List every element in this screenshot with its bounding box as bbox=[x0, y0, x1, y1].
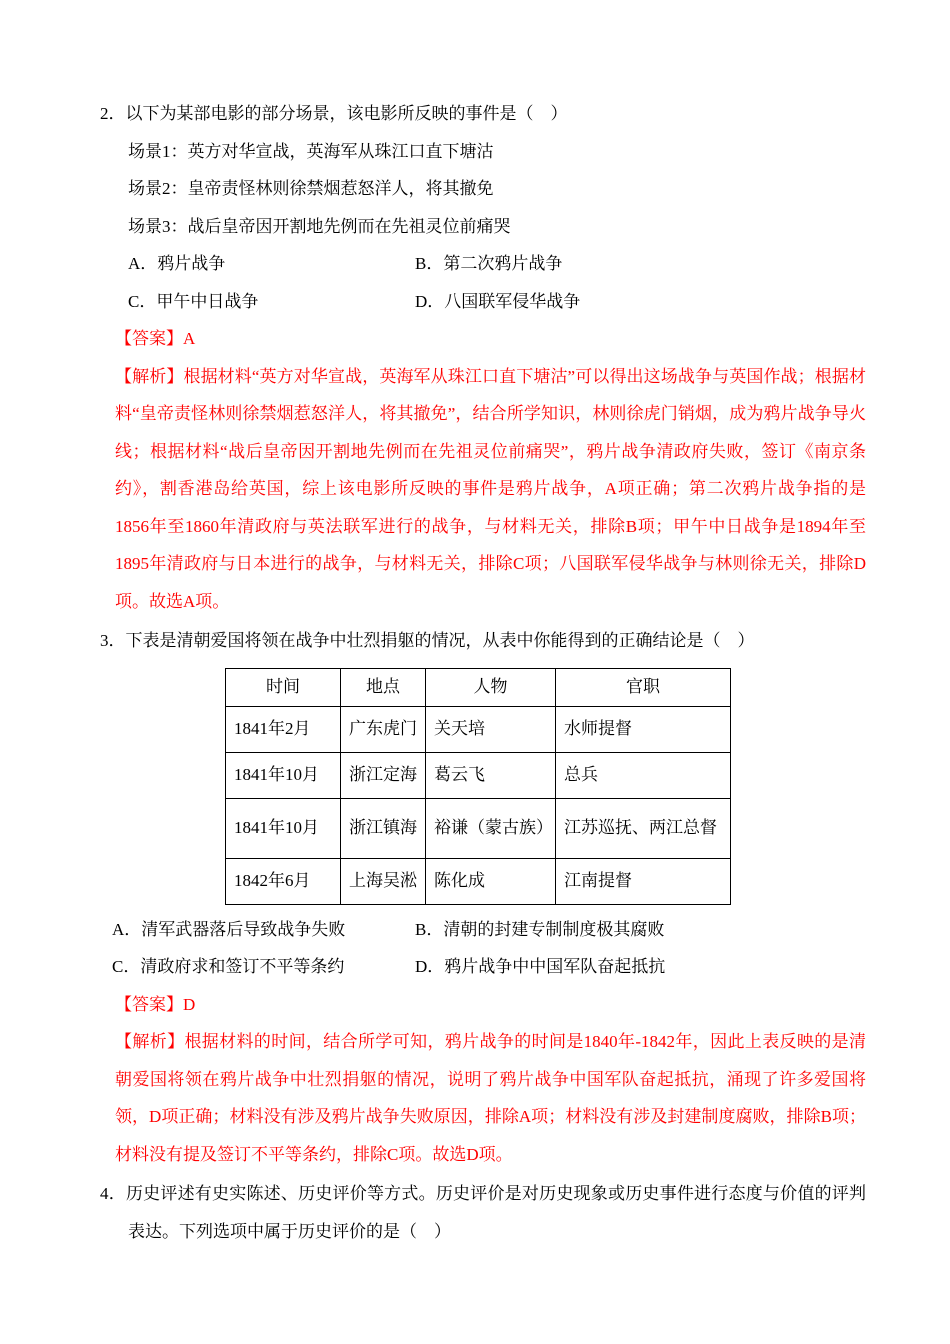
question-3-number: 3． bbox=[100, 631, 126, 650]
question-3-answer-line bbox=[115, 986, 866, 1024]
question-3-option-b: B．清朝的封建专制制度极其腐败 bbox=[415, 919, 665, 939]
question-3-option-c: C．清政府求和签订不平等条约 bbox=[112, 957, 345, 976]
table-cell: 水师提督 bbox=[556, 706, 731, 752]
answer-label: 【答案】 bbox=[115, 994, 183, 1014]
question-3-stem-text: 下表是清朝爱国将领在战争中壮烈捐躯的情况，从表中你能得到的正确结论是（ ） bbox=[125, 631, 755, 650]
table-cell: 浙江定海 bbox=[341, 752, 426, 798]
question-3-answer-value: D bbox=[183, 994, 196, 1014]
table-cell: 上海吴淞 bbox=[341, 858, 426, 904]
question-3-analysis-text: 根据材料的时间，结合所学可知，鸦片战争的时间是1840年-1842年，因此上表反映的是清朝爱国将领在鸦片战争中壮烈捐躯的情况，说明了鸦片战争中国军队奋起抵抗，涌现了许多爱国将领，D项正确；材料没有涉及鸦片战争失败原因，排除A项；材料没有涉及封建制度腐败，排除B项；材料没有提及签订不平等条约，排除C项。故选D项。 bbox=[115, 1032, 866, 1164]
question-2-option-d: D．八国联军侵华战争 bbox=[415, 291, 581, 311]
question-2-option-b: B．第二次鸦片战争 bbox=[415, 254, 563, 273]
question-4-stem-text: 历史评述有史实陈述、历史评价等方式。历史评价是对历史现象或历史事件进行态度与价值的评判表达。下列选项中属于历史评价的是（ ） bbox=[125, 1184, 867, 1241]
table-header-place: 地点 bbox=[341, 668, 426, 706]
question-3-options-row-1 bbox=[112, 911, 866, 949]
question-3 bbox=[100, 622, 866, 1173]
question-2-scene-3: 场景3：战后皇帝因开割地先例而在先祖灵位前痛哭 bbox=[128, 216, 511, 236]
table-cell: 1841年10月 bbox=[226, 752, 341, 798]
analysis-label: 【解析】 bbox=[115, 366, 184, 386]
table-cell: 浙江镇海 bbox=[341, 798, 426, 858]
question-3-option-a: A．清军武器落后导致战争失败 bbox=[112, 919, 346, 939]
table-cell: 葛云飞 bbox=[426, 752, 556, 798]
table-cell: 关天培 bbox=[426, 706, 556, 752]
table-cell: 1841年2月 bbox=[226, 706, 341, 752]
question-2-number: 2． bbox=[100, 104, 126, 123]
table-row bbox=[226, 858, 731, 904]
question-3-options-row-2 bbox=[112, 948, 866, 986]
question-2 bbox=[100, 95, 866, 620]
question-2-scene-1: 场景1：英方对华宣战，英海军从珠江口直下塘沽 bbox=[128, 141, 494, 161]
table-cell: 1842年6月 bbox=[226, 858, 341, 904]
table-cell: 广东虎门 bbox=[341, 706, 426, 752]
table-cell: 江南提督 bbox=[556, 858, 731, 904]
table-cell: 江苏巡抚、两江总督 bbox=[556, 798, 731, 858]
question-2-option-c: C．甲午中日战争 bbox=[128, 291, 259, 311]
table-header-row bbox=[226, 668, 731, 706]
question-2-analysis bbox=[115, 358, 866, 621]
question-3-option-d: D．鸦片战争中中国军队奋起抵抗 bbox=[415, 957, 666, 976]
question-3-analysis bbox=[115, 1023, 866, 1173]
question-2-option-a: A．鸦片战争 bbox=[128, 254, 226, 273]
table-header-person: 人物 bbox=[426, 668, 556, 706]
question-2-stem-text: 以下为某部电影的部分场景，该电影所反映的事件是（ ） bbox=[125, 104, 568, 123]
table-row bbox=[226, 706, 731, 752]
table-row bbox=[226, 752, 731, 798]
table-cell: 陈化成 bbox=[426, 858, 556, 904]
table-cell: 1841年10月 bbox=[226, 798, 341, 858]
question-4 bbox=[100, 1175, 866, 1250]
question-2-options-row-1 bbox=[128, 245, 866, 283]
casualties-table bbox=[225, 668, 731, 905]
question-2-options-row-2 bbox=[128, 283, 866, 321]
table-cell: 裕谦（蒙古族） bbox=[426, 798, 556, 858]
question-2-analysis-text: 根据材料“英方对华宣战，英海军从珠江口直下塘沽”可以得出这场战争与英国作战；根据材料“皇帝责怪林则徐禁烟惹怒洋人，将其撤免”，结合所学知识，林则徐虎门销烟，成为鸦片战争导火线；根据材料“战后皇帝因开割地先例而在先祖灵位前痛哭”，鸦片战争清政府失败，签订《南京条约》，割香港岛给英国，综上该电影所反映的事件是鸦片战争，A项正确；第二次鸦片战争指的是1856年至1860年清政府与英法联军进行的战争，与材料无关，排除B项；甲午中日战争是1894年至1895年清政府与日本进行的战争，与材料无关，排除C项；八国联军侵华战争与林则徐无关，排除D项。故选A项。 bbox=[115, 366, 867, 611]
table-header-position: 官职 bbox=[556, 668, 731, 706]
question-2-answer-value: A bbox=[183, 329, 196, 348]
question-4-number: 4． bbox=[100, 1184, 126, 1203]
question-2-answer-line bbox=[115, 320, 866, 358]
table-header-time: 时间 bbox=[226, 668, 341, 706]
analysis-label: 【解析】 bbox=[115, 1032, 185, 1051]
table-row bbox=[226, 798, 731, 858]
table-cell: 总兵 bbox=[556, 752, 731, 798]
question-2-stem bbox=[100, 95, 866, 133]
question-2-scene-2: 场景2：皇帝责怪林则徐禁烟惹怒洋人，将其撤免 bbox=[128, 179, 494, 198]
question-3-stem bbox=[100, 622, 866, 660]
answer-label: 【答案】 bbox=[115, 329, 183, 348]
question-4-stem bbox=[100, 1175, 866, 1250]
